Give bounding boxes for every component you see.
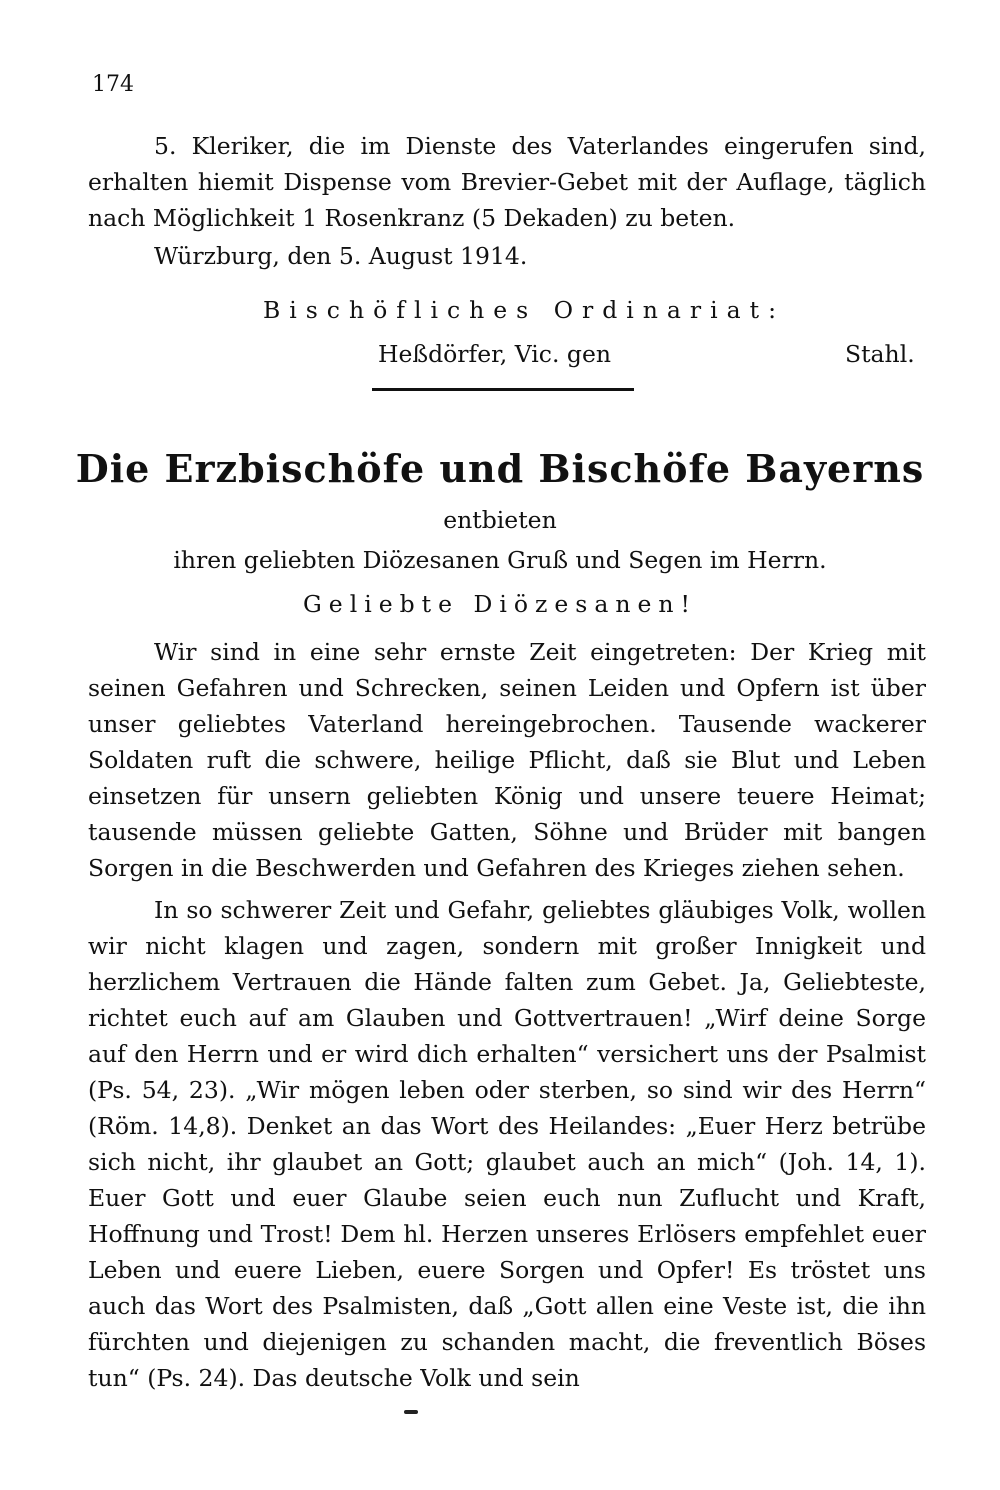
signature-vicar-general: Heßdörfer, Vic. gen [378, 340, 611, 368]
page-number: 174 [92, 72, 134, 97]
letter-heading: Die Erzbischöfe und Bischöfe Bayerns [75, 446, 925, 491]
letter-paragraph-1 [88, 634, 926, 886]
print-speck [404, 1410, 418, 1414]
letter-subheading: entbieten [443, 506, 557, 534]
decree-date-line: Würzburg, den 5. August 1914. [154, 242, 528, 270]
letter-paragraph-2 [88, 892, 926, 1396]
signature-stahl: Stahl. [845, 340, 915, 368]
section-divider [372, 388, 634, 391]
letter-greeting: Geliebte Diözesanen! [303, 590, 697, 618]
letter-paragraph-2-text: In so schwerer Zeit und Gefahr, geliebtes gläubiges Volk, wollen wir nicht klagen und zagen, sondern mit großer Innigkeit und herzlichem Vertrauen die Hände falten zum Gebet. Ja, Geliebteste, richtet euch auf am Glauben und Gottvertrauen! „Wirf deine Sorge auf den Herrn und er wird dich erhalten“ versichert uns der Psalmist (Ps. 54, 23). „Wir mögen leben oder sterben, so sind wir des Herrn“ (Röm. 14,8). Denket an das Wort des Heilandes: „Euer Herz betrübe sich nicht, ihr glaubet an Gott; glaubet auch an mich“ (Joh. 14, 1). Euer Gott und euer Glaube seien euch nun Zuflucht und Kraft, Hoffnung und Trost! Dem hl. Herzen unseres Erlösers empfehlet euer Leben und euere Lieben, euere Sorgen und Opfer! Es tröstet uns auch das Wort des Psalmisten, daß „Gott allen eine Veste ist, die ihn fürchten und diejenigen zu schanden macht, die freventlich Böses tun“ (Ps. 24). Das deutsche Volk und sein [88, 896, 926, 1392]
decree-paragraph-text: 5. Kleriker, die im Dienste des Vaterlandes eingerufen sind, erhalten hiemit Dispense vom Brevier-Gebet mit der Auflage, täglich nach Möglichkeit 1 Rosenkranz (5 Dekaden) zu beten. [88, 132, 926, 232]
letter-paragraph-1-text: Wir sind in eine sehr ernste Zeit eingetreten: Der Krieg mit seinen Gefahren und Schrecken, seinen Leiden und Opfern ist über unser geliebtes Vaterland hereingebrochen. Tausende wackerer Soldaten ruft die schwere, heilige Pflicht, daß sie Blut und Leben einsetzen für unsern geliebten König und unsere teuere Heimat; tausende müssen geliebte Gatten, Söhne und Brüder mit bangen Sorgen in die Beschwerden und Gefahren des Krieges ziehen sehen. [88, 638, 926, 882]
letter-salutation: ihren geliebten Diözesanen Gruß und Segen im Herrn. [173, 546, 827, 574]
decree-paragraph-5 [88, 128, 926, 236]
decree-office: Bischöfliches Ordinariat: [262, 296, 786, 324]
